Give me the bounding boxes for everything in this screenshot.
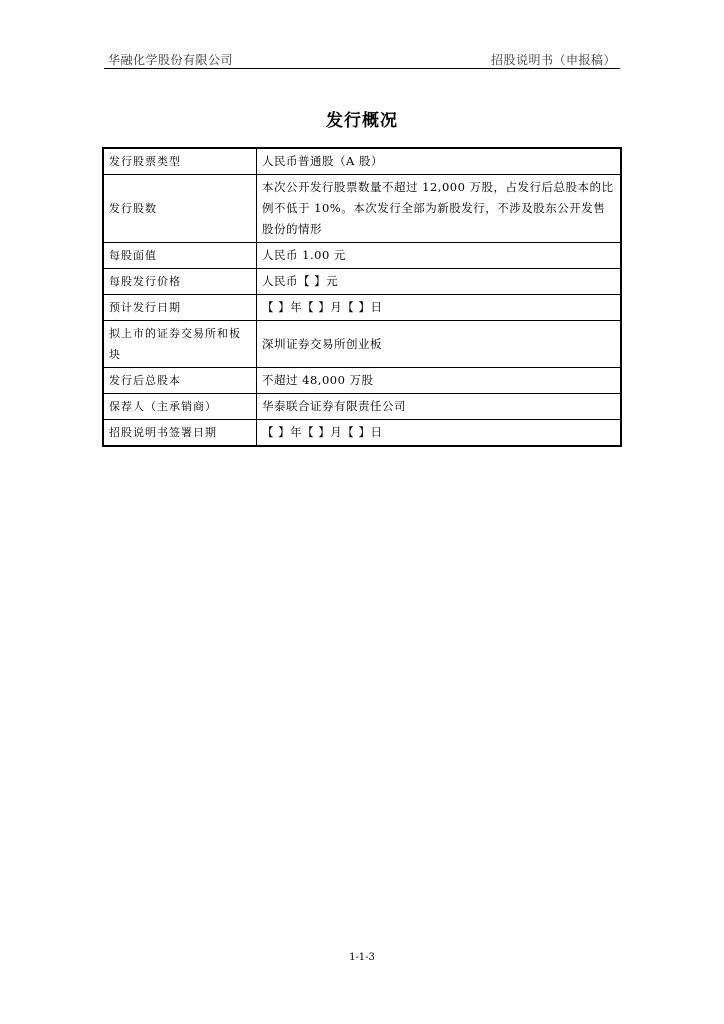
row-value: 人民币普通股（A 股） xyxy=(257,148,622,175)
row-label: 发行后总股本 xyxy=(103,368,257,394)
table-row xyxy=(103,321,621,368)
row-value: 华泰联合证券有限责任公司 xyxy=(257,394,622,420)
row-value: 【 】年【 】月【 】日 xyxy=(257,420,622,447)
row-label: 发行股数 xyxy=(103,175,257,243)
header-company-name: 华融化学股份有限公司 xyxy=(108,53,234,67)
table-row xyxy=(103,420,621,447)
table-row xyxy=(103,295,621,321)
row-value: 本次公开发行股票数量不超过 12,000 万股，占发行后总股本的比例不低于 10%。本次发行全部为新股发行，不涉及股东公开发售股份的情形 xyxy=(257,175,622,243)
table-row xyxy=(103,148,621,175)
row-label: 预计发行日期 xyxy=(103,295,257,321)
table-row xyxy=(103,243,621,269)
row-label: 发行股票类型 xyxy=(103,148,257,175)
row-value: 人民币 1.00 元 xyxy=(257,243,622,269)
row-label: 招股说明书签署日期 xyxy=(103,420,257,447)
row-value: 不超过 48,000 万股 xyxy=(257,368,622,394)
page-title: 发行概况 xyxy=(326,111,398,131)
row-label: 拟上市的证券交易所和板块 xyxy=(103,321,257,368)
row-value: 【 】年【 】月【 】日 xyxy=(257,295,622,321)
table-row xyxy=(103,175,621,243)
page-number: 1-1-3 xyxy=(349,952,375,963)
row-label: 每股发行价格 xyxy=(103,269,257,295)
offering-overview-table xyxy=(102,147,622,447)
header-document-type: 招股说明书（申报稿） xyxy=(490,53,616,67)
table-row xyxy=(103,394,621,420)
row-label: 每股面值 xyxy=(103,243,257,269)
table-row xyxy=(103,269,621,295)
page-header xyxy=(104,50,620,69)
row-label: 保荐人（主承销商） xyxy=(103,394,257,420)
row-value: 人民币【 】元 xyxy=(257,269,622,295)
table-row xyxy=(103,368,621,394)
row-value: 深圳证券交易所创业板 xyxy=(257,321,622,368)
